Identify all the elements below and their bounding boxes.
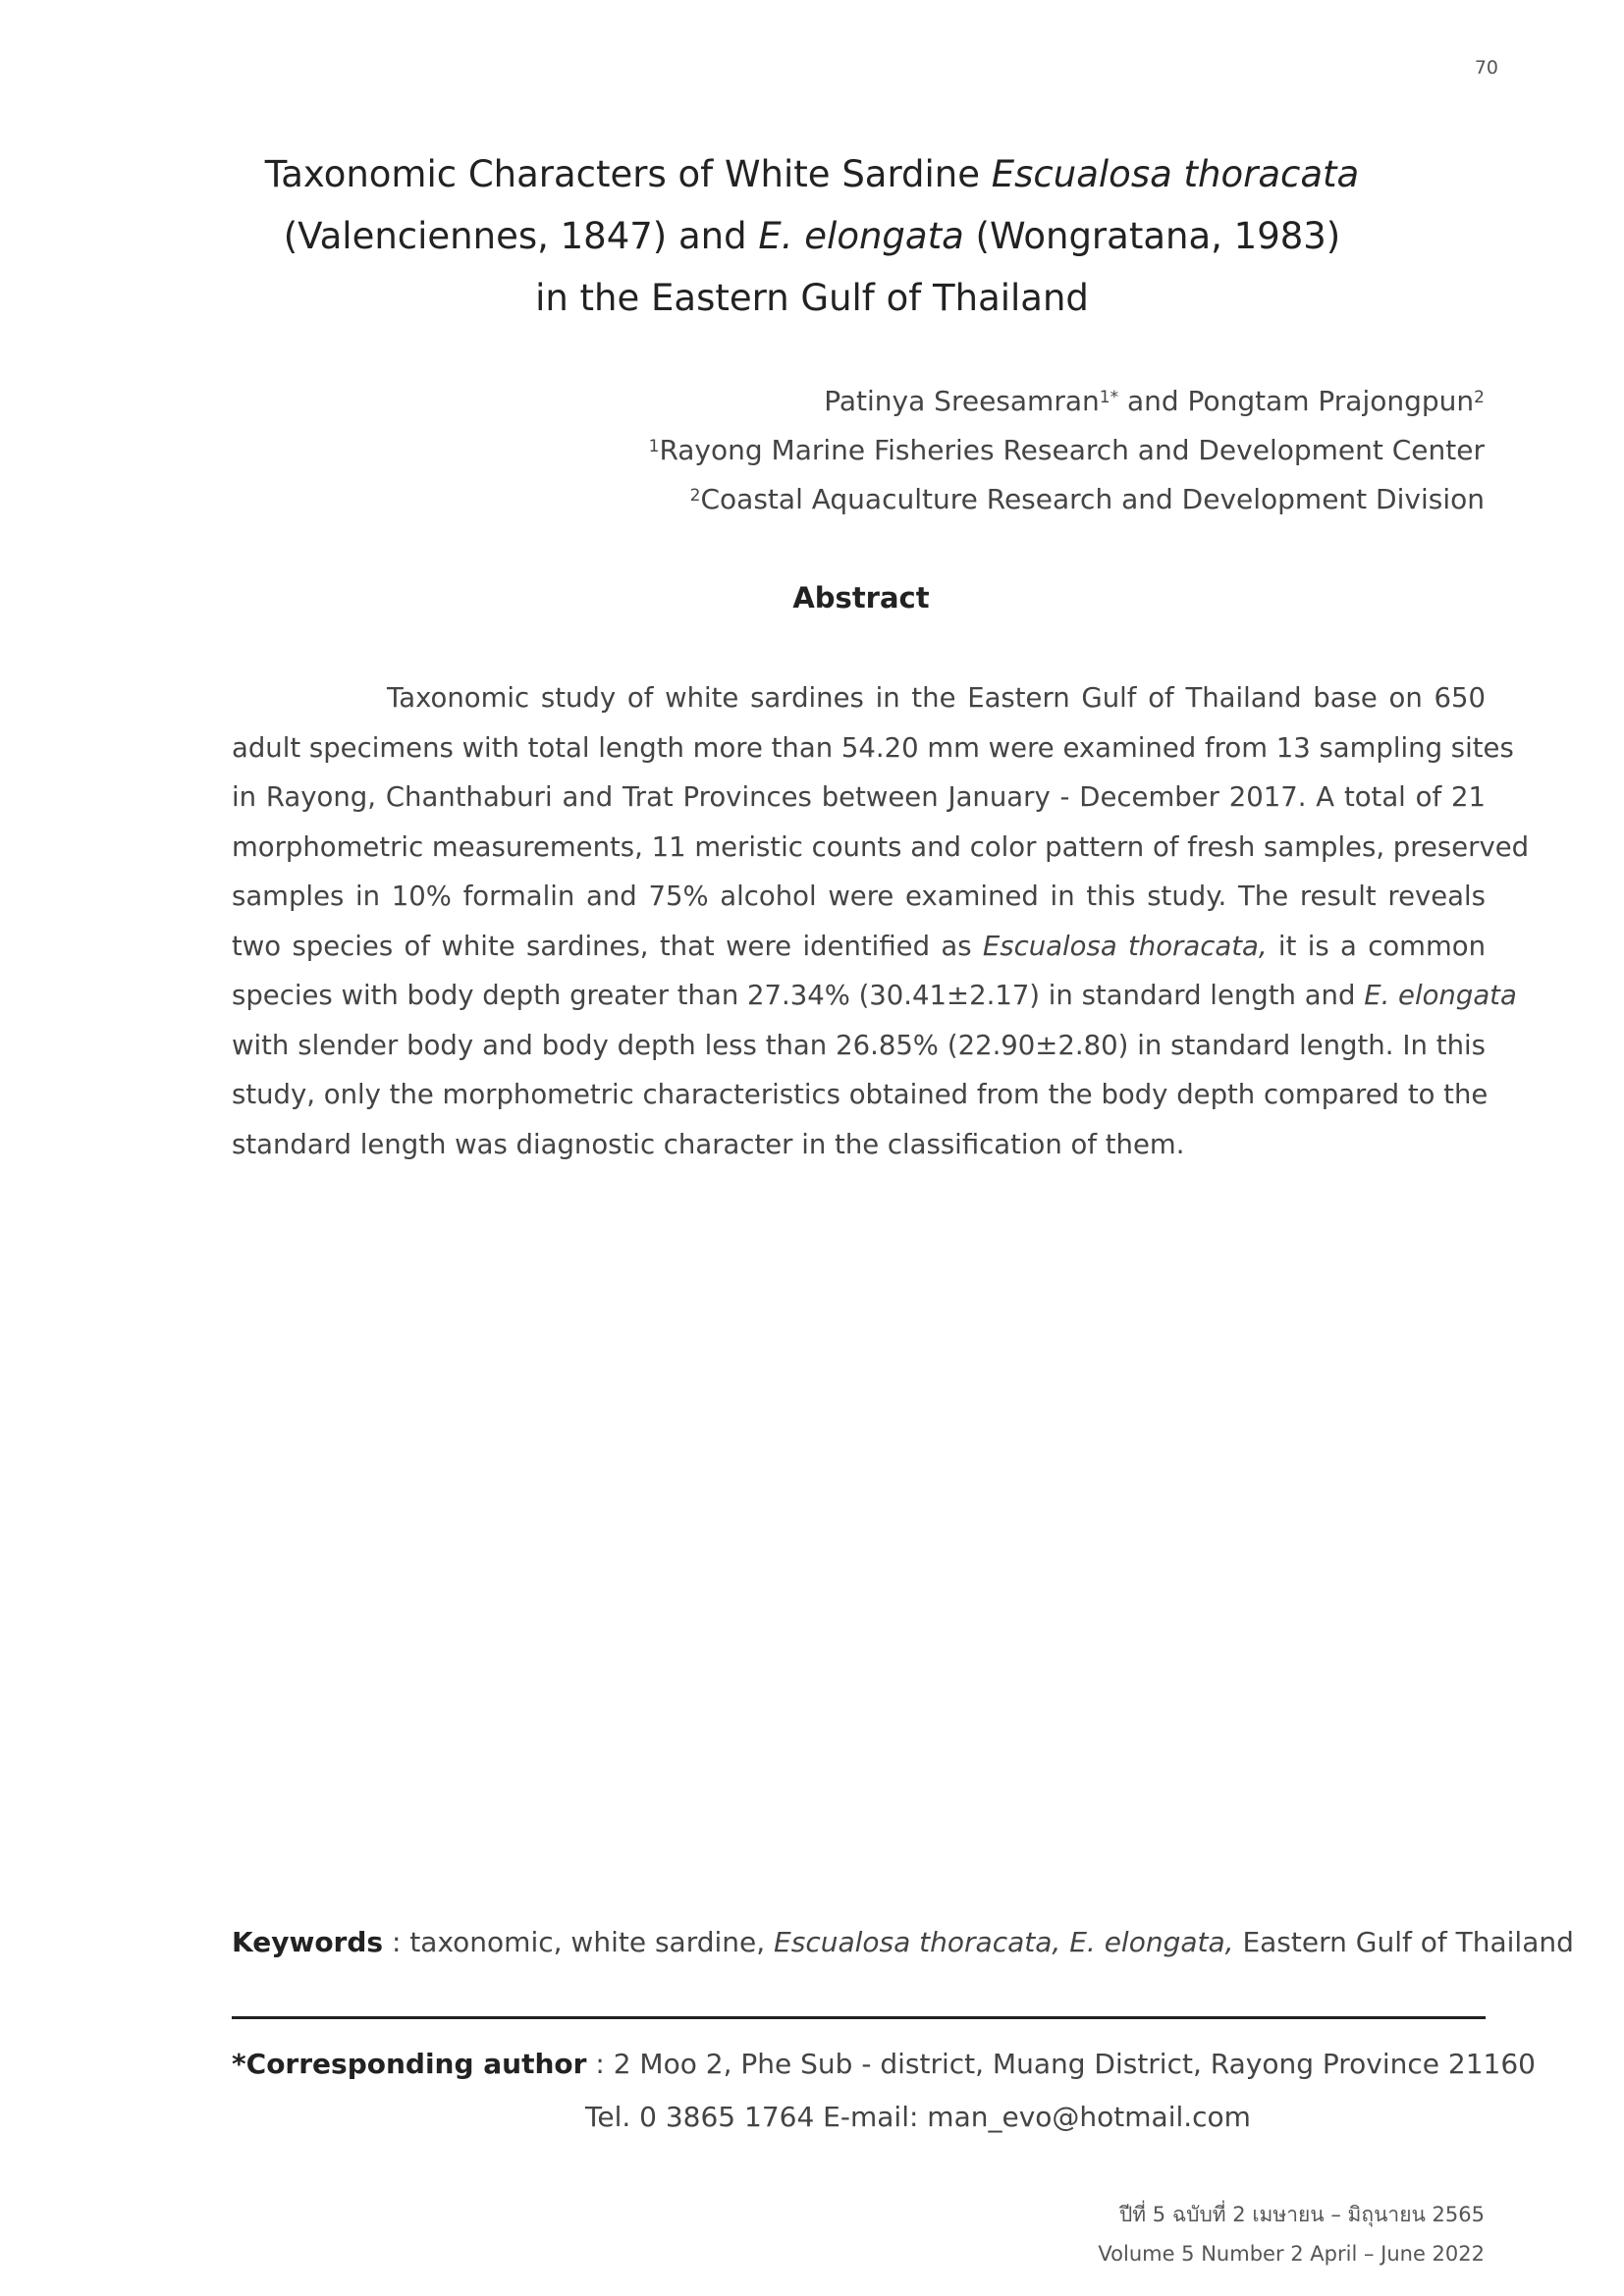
corresponding-address: [232, 2038, 1536, 2091]
keyword-species-1: Escualosa thoracata,: [774, 1926, 1061, 1958]
footer-english: Volume 5 Number 2 April – June 2022: [1098, 2242, 1485, 2266]
abstract-line: samples in 10% formalin and 75% alcohol were examined in this study. The result reveals: [232, 881, 1486, 912]
keyword-species-2: E. elongata,: [1069, 1926, 1234, 1958]
abstract-line: study, only the morphometric characteristics obtained from the body depth compared to the: [232, 1079, 1489, 1110]
title-text: Taxonomic Characters of White Sardine: [264, 153, 992, 195]
keywords-text: Eastern Gulf of Thailand: [1233, 1926, 1574, 1958]
abstract-text: species with body depth greater than 27.34% (30.41±2.17) in standard length and: [232, 980, 1365, 1011]
abstract-line: morphometric measurements, 11 meristic counts and color pattern of fresh samples, preserved: [232, 830, 1530, 863]
title-text: (Valenciennes, 1847) and: [283, 215, 759, 257]
corresponding-label: *Corresponding author: [232, 2048, 587, 2080]
affiliation-2: [649, 475, 1485, 524]
abstract-text: two species of white sardines, that were identified as: [232, 930, 983, 962]
abstract-text: it is a common: [1267, 930, 1487, 962]
author-line: [649, 377, 1485, 426]
affiliation-2-text: Coastal Aquaculture Research and Development Division: [700, 483, 1485, 515]
author-2-superscript: 2: [1474, 388, 1485, 407]
affiliation-1-superscript: 1: [648, 437, 660, 456]
abstract-line: Taxonomic study of white sardines in the Eastern Gulf of Thailand base on 650: [387, 682, 1486, 714]
abstract-line: adult specimens with total length more than 54.20 mm were examined from 13 sampling sites: [232, 731, 1514, 764]
title-line-3: in the Eastern Gulf of Thailand: [535, 277, 1089, 319]
abstract-line: with slender body and body depth less than 26.85% (22.90±2.80) in standard length. In this: [232, 1029, 1486, 1061]
paper-title: [0, 143, 1624, 329]
corresponding-author: [232, 2038, 1536, 2144]
author-2: and Pongtam Prajongpun: [1118, 385, 1475, 417]
keywords-text: : taxonomic, white sardine,: [383, 1926, 775, 1958]
title-line-2: [0, 205, 1624, 267]
abstract-species: Escualosa thoracata,: [982, 930, 1268, 962]
abstract-line: standard length was diagnostic character in the classification of them.: [232, 1128, 1185, 1160]
corresponding-address-text: : 2 Moo 2, Phe Sub - district, Muang District, Rayong Province 21160: [586, 2048, 1536, 2080]
abstract-species: E. elongata: [1364, 980, 1517, 1011]
keywords: [232, 1926, 1574, 1958]
title-species-1: Escualosa thoracata: [991, 153, 1360, 195]
affiliation-1: [649, 426, 1485, 475]
author-1-superscript: 1*: [1099, 388, 1119, 407]
abstract-line: in Rayong, Chanthaburi and Trat Provinces between January - December 2017. A total of 21: [232, 781, 1486, 813]
footer-thai: ปีที่ 5 ฉบับที่ 2 เมษายน – มิถุนายน 2565: [1118, 2203, 1485, 2226]
title-line-1: [0, 143, 1624, 205]
title-text: (Wongratana, 1983): [963, 215, 1341, 257]
divider-rule: [232, 2016, 1486, 2019]
page-number: 70: [1474, 57, 1498, 79]
keywords-label: Keywords: [232, 1926, 384, 1958]
journal-footer: [1098, 2195, 1485, 2273]
affiliation-2-superscript: 2: [689, 486, 701, 506]
corresponding-contact: Tel. 0 3865 1764 E-mail: man_evo@hotmail.com: [585, 2101, 1251, 2133]
keywords-text: [1060, 1926, 1069, 1958]
affiliation-1-text: Rayong Marine Fisheries Research and Development Center: [659, 434, 1485, 466]
abstract-body: [232, 673, 1530, 1169]
author-1: Patinya Sreesamran: [824, 385, 1100, 417]
title-species-2: E. elongata: [758, 215, 964, 257]
abstract-heading: Abstract: [792, 581, 930, 614]
abstract-line: [232, 922, 1486, 972]
abstract-line: [232, 971, 1517, 1021]
authors-block: [649, 377, 1485, 524]
